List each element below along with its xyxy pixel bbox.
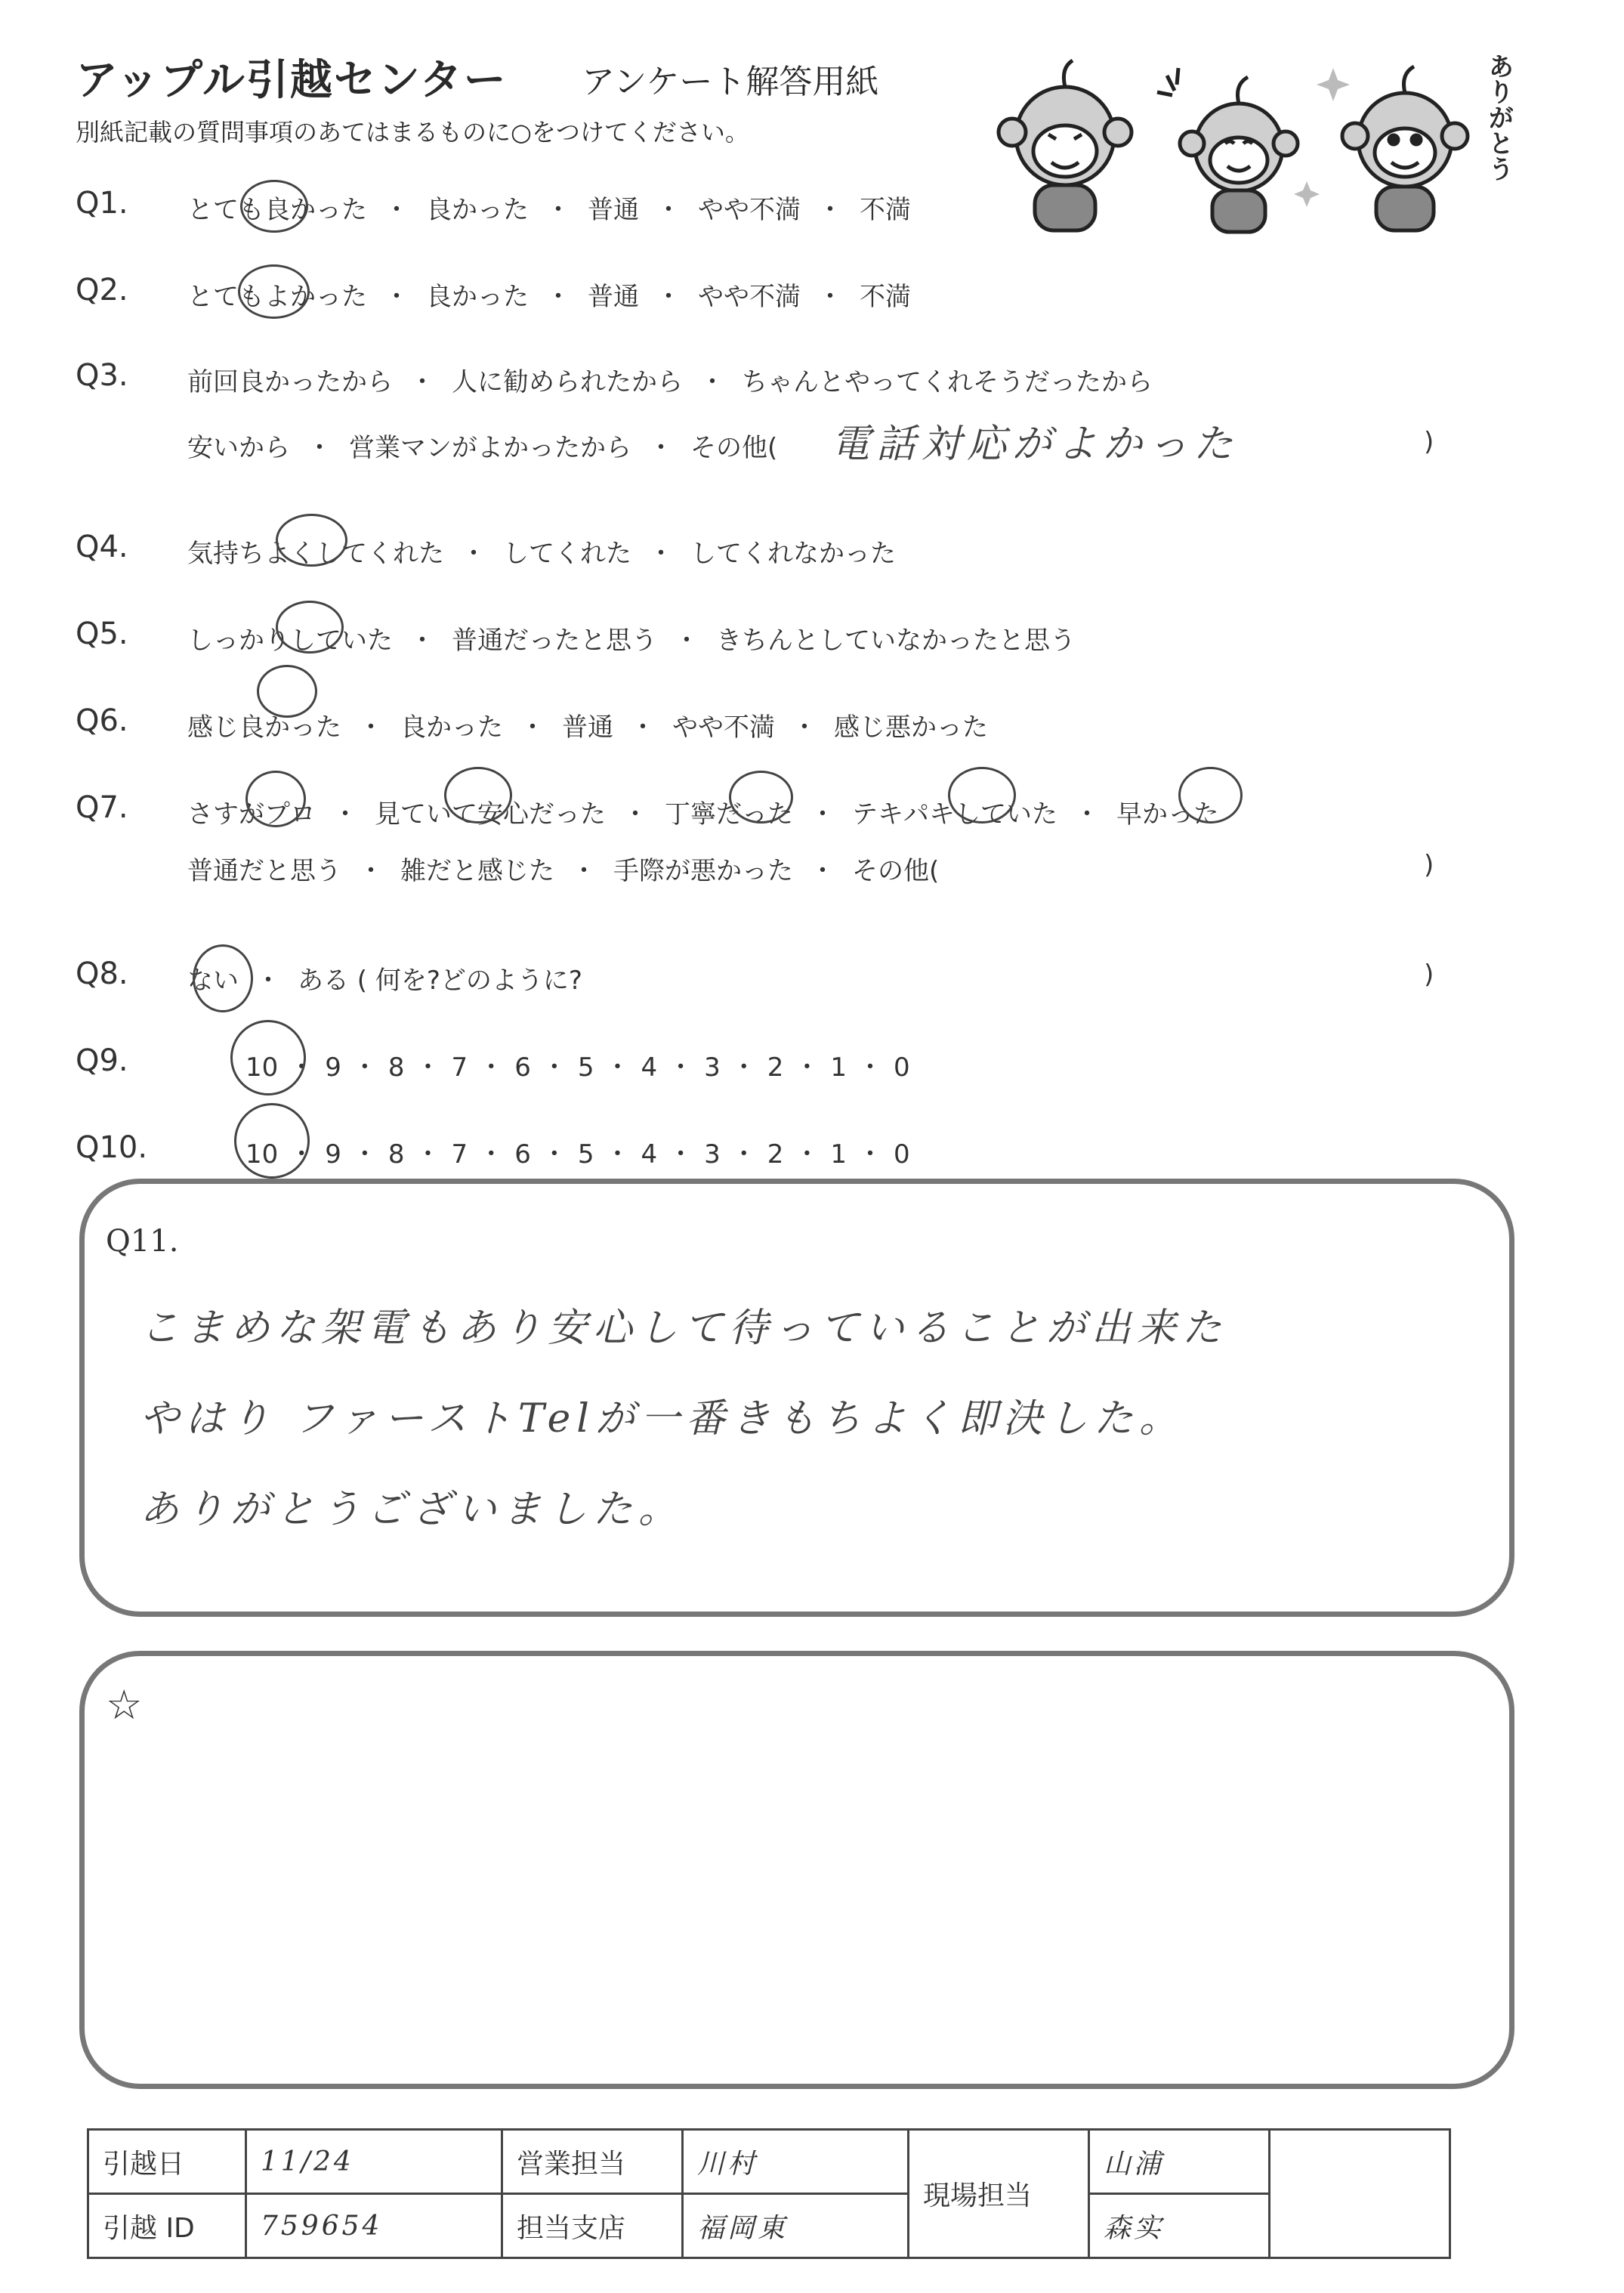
option-separator: ・ [409, 367, 435, 397]
answer-option[interactable]: 良かった [400, 712, 503, 743]
answer-circle-q5 [276, 601, 344, 654]
answer-option[interactable]: 不満 [860, 195, 911, 225]
q3-handwritten-answer: 電話対応がよかった [831, 422, 1240, 467]
question-label: Q9. [76, 1043, 128, 1078]
answer-option[interactable]: してくれなかった [690, 539, 896, 569]
option-row [187, 361, 1153, 398]
closing-paren: ) [1424, 960, 1434, 990]
question-label: Q1. [76, 186, 128, 221]
option-separator: ・ [794, 1052, 820, 1083]
option-separator: ・ [289, 1139, 315, 1170]
option-separator: ・ [358, 856, 384, 886]
branch-label: 担当支店 [502, 2194, 683, 2258]
answer-option[interactable]: 2 [767, 1052, 784, 1083]
answer-option[interactable]: 2 [767, 1139, 784, 1170]
site-value-1: 山浦 [1089, 2130, 1270, 2194]
answer-option[interactable]: その他( [852, 856, 940, 886]
answer-option[interactable]: 0 [894, 1052, 910, 1083]
option-separator: ・ [545, 195, 571, 225]
move-id-label: 引越 ID [88, 2194, 246, 2258]
answer-option[interactable]: 早かった [1116, 799, 1219, 830]
answer-option[interactable]: ちゃんとやってくれそうだったから [742, 367, 1153, 397]
option-separator: ・ [384, 282, 409, 312]
answer-option[interactable]: とてもよかった [187, 282, 367, 312]
question-label: Q7. [76, 790, 128, 825]
answer-circle-q1 [240, 180, 308, 233]
option-separator: ・ [630, 712, 656, 743]
answer-circle-q7-b [444, 767, 512, 824]
star-comment-box [79, 1651, 1514, 2089]
answer-option[interactable]: 安いから [187, 433, 290, 463]
option-separator: ・ [656, 195, 681, 225]
answer-option[interactable]: 良かった [426, 195, 529, 225]
answer-option[interactable]: 8 [387, 1139, 405, 1170]
answer-option[interactable]: 普通だったと思う [452, 626, 657, 656]
company-name: アップル引越センター [76, 56, 508, 105]
answer-option[interactable]: 1 [830, 1139, 848, 1170]
answer-option[interactable]: 不満 [860, 282, 911, 312]
question-label: Q3. [76, 358, 128, 393]
option-separator: ・ [857, 1052, 884, 1083]
option-separator: ・ [668, 1139, 694, 1170]
mascot-illustration [982, 45, 1511, 242]
answer-circle-q7-e [1178, 767, 1243, 824]
footer-table [87, 2128, 1451, 2259]
option-separator: ・ [674, 626, 699, 656]
answer-option[interactable]: 3 [704, 1052, 721, 1083]
answer-option[interactable]: しっかりしていた [187, 626, 393, 656]
answer-option[interactable]: とても良かった [187, 195, 367, 225]
answer-option[interactable]: 4 [641, 1052, 658, 1083]
option-separator: ・ [571, 856, 597, 886]
option-separator: ・ [307, 433, 332, 463]
option-row [187, 850, 939, 887]
answer-circle-q2 [238, 264, 310, 319]
star-label: ☆ [106, 1681, 143, 1729]
option-separator: ・ [384, 195, 409, 225]
q11-line-2: やはり ファーストTelが一番きもちよく即決した。 [140, 1396, 1184, 1442]
option-separator: ・ [857, 1139, 884, 1170]
move-date-value: 11/24 [246, 2130, 502, 2194]
question-label: Q4. [76, 530, 128, 564]
answer-option[interactable]: 9 [325, 1052, 341, 1083]
answer-option[interactable]: やや不満 [698, 195, 801, 225]
answer-option[interactable]: やや不満 [672, 712, 775, 743]
answer-option[interactable]: 営業マンがよかったから [349, 433, 631, 463]
answer-option[interactable]: 7 [451, 1139, 468, 1170]
option-separator: ・ [810, 799, 835, 830]
option-separator: ・ [351, 1139, 378, 1170]
option-separator: ・ [792, 712, 817, 743]
move-date-label: 引越日 [88, 2130, 246, 2194]
option-row [245, 1046, 910, 1083]
answer-option[interactable]: 5 [577, 1139, 594, 1170]
option-separator: ・ [604, 1052, 631, 1083]
option-separator: ・ [461, 539, 486, 569]
option-separator: ・ [656, 282, 681, 312]
answer-option[interactable]: 普通 [588, 195, 639, 225]
option-separator: ・ [409, 626, 435, 656]
option-separator: ・ [255, 966, 281, 996]
answer-option[interactable]: 普通 [562, 712, 613, 743]
option-separator: ・ [622, 799, 648, 830]
answer-option[interactable]: 6 [514, 1139, 531, 1170]
question-label: Q2. [76, 273, 128, 307]
site-value-2: 森实 [1089, 2194, 1270, 2258]
answer-option[interactable]: 4 [641, 1139, 658, 1170]
answer-option[interactable]: 前回良かったから [187, 367, 393, 397]
option-separator: ・ [478, 1139, 505, 1170]
option-separator: ・ [415, 1139, 441, 1170]
q11-line-3: ありがとうございました。 [140, 1487, 684, 1532]
answer-option[interactable]: してくれた [503, 539, 631, 569]
answer-circle-q7-a [245, 771, 306, 827]
option-separator: ・ [604, 1139, 631, 1170]
option-separator: ・ [332, 799, 358, 830]
option-separator: ・ [668, 1052, 694, 1083]
answer-option[interactable]: 良かった [426, 282, 529, 312]
answer-circle-q7-c [729, 771, 793, 824]
question-label: Q6. [76, 703, 128, 738]
answer-option[interactable]: 10 [245, 1052, 279, 1083]
answer-option[interactable]: 1 [830, 1052, 848, 1083]
answer-option[interactable]: 6 [514, 1052, 531, 1083]
closing-paren: ) [1424, 427, 1434, 457]
answer-option[interactable]: 3 [704, 1139, 721, 1170]
closing-paren: ) [1424, 850, 1434, 880]
option-row [245, 1133, 910, 1170]
option-separator: ・ [415, 1052, 441, 1083]
branch-value: 福岡東 [683, 2194, 909, 2258]
option-separator: ・ [1074, 799, 1100, 830]
answer-option[interactable]: 見ていて安心だった [375, 799, 606, 830]
instruction-text: 別紙記載の質問事項のあてはまるものに○をつけてください。 [76, 118, 749, 147]
option-separator: ・ [541, 1139, 567, 1170]
question-label: Q8. [76, 956, 128, 991]
answer-option[interactable]: 10 [245, 1139, 279, 1170]
option-separator: ・ [545, 282, 571, 312]
option-separator: ・ [648, 433, 674, 463]
answer-option[interactable]: その他( [690, 433, 778, 463]
option-separator: ・ [730, 1139, 757, 1170]
option-separator: ・ [478, 1052, 505, 1083]
answer-option[interactable]: テキパキしていた [852, 799, 1057, 830]
option-separator: ・ [351, 1052, 378, 1083]
answer-option[interactable]: 感じ良かった [187, 712, 341, 743]
option-separator: ・ [810, 856, 835, 886]
footer-blank-cell [1270, 2130, 1450, 2258]
option-separator: ・ [817, 195, 843, 225]
option-row [187, 427, 777, 464]
question-label: Q5. [76, 617, 128, 651]
answer-circle-q7-d [948, 767, 1016, 824]
answer-option[interactable]: 9 [325, 1139, 341, 1170]
answer-option[interactable]: ある ( 何を?どのように? [298, 966, 582, 996]
option-separator: ・ [794, 1139, 820, 1170]
answer-circle-q4 [276, 514, 347, 567]
answer-option[interactable]: 感じ悪かった [834, 712, 988, 743]
answer-option[interactable]: 気持ちよくしてくれた [187, 539, 444, 569]
answer-option[interactable]: 普通 [588, 282, 639, 312]
option-separator: ・ [520, 712, 545, 743]
answer-option[interactable]: さすがプロ [187, 799, 316, 830]
move-id-value: 759654 [246, 2194, 502, 2258]
option-separator: ・ [699, 367, 725, 397]
form-title: アンケート解答用紙 [582, 63, 879, 101]
option-separator: ・ [358, 712, 384, 743]
answer-option[interactable]: きちんとしていなかったと思う [716, 626, 1076, 656]
answer-option[interactable]: やや不満 [698, 282, 801, 312]
q11-label: Q11. [106, 1224, 179, 1259]
answer-option[interactable]: 雑だと感じた [400, 856, 554, 886]
sales-value: 川村 [683, 2130, 909, 2194]
answer-circle-q9 [230, 1020, 306, 1096]
answer-option[interactable]: 普通だと思う [187, 856, 341, 886]
option-row [187, 706, 988, 743]
mascot-caption: ありがとう [1484, 53, 1514, 181]
option-separator: ・ [541, 1052, 567, 1083]
sales-label: 営業担当 [502, 2130, 683, 2194]
answer-option[interactable]: 7 [451, 1052, 468, 1083]
q11-line-1: こまめな架電もあり安心して待っていることが出来た [140, 1306, 1228, 1351]
answer-option[interactable]: 手際が悪かった [613, 856, 793, 886]
answer-option[interactable]: 8 [387, 1052, 405, 1083]
option-separator: ・ [648, 539, 674, 569]
option-separator: ・ [817, 282, 843, 312]
answer-option[interactable]: 丁寧だった [665, 799, 793, 830]
question-label: Q10. [76, 1130, 148, 1165]
answer-option[interactable]: 0 [894, 1139, 910, 1170]
option-separator: ・ [730, 1052, 757, 1083]
answer-option[interactable]: ない [187, 966, 239, 996]
answer-option[interactable]: 5 [577, 1052, 594, 1083]
option-row [187, 793, 1219, 830]
answer-circle-q8 [193, 944, 253, 1012]
option-separator: ・ [289, 1052, 315, 1083]
answer-circle-q6 [257, 665, 317, 718]
site-label: 現場担当 [909, 2130, 1089, 2258]
answer-option[interactable]: 人に勧められたから [452, 367, 683, 397]
answer-circle-q10 [234, 1103, 310, 1179]
